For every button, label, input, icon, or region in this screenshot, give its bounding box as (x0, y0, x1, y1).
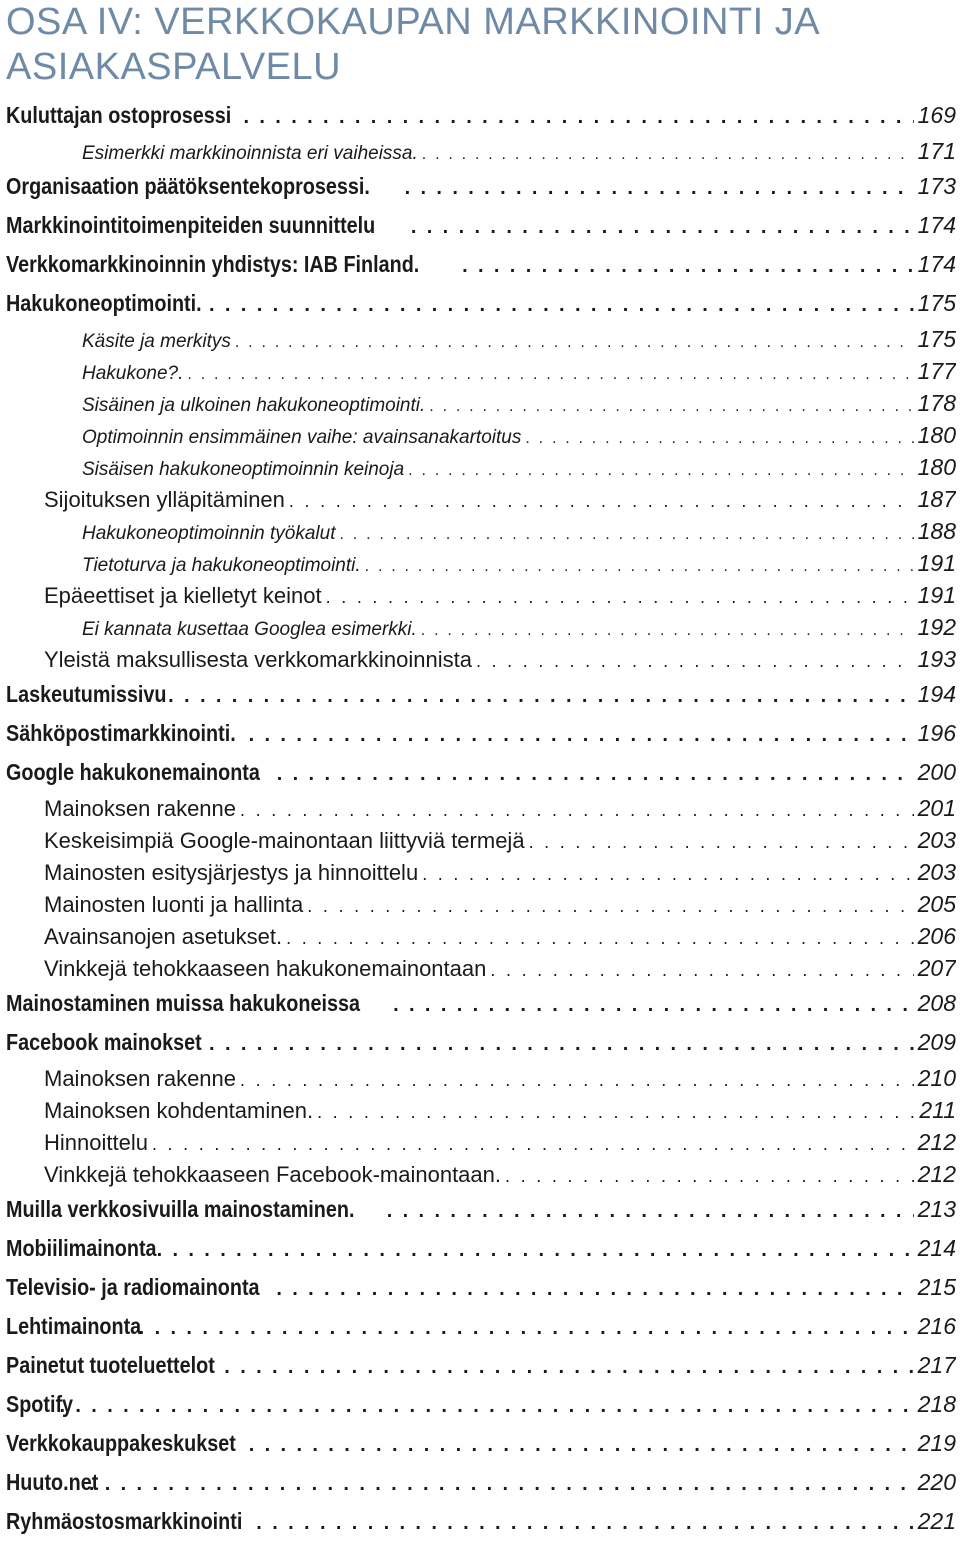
toc-entry-label: Hinnoittelu (44, 1130, 148, 1155)
dot-leader (289, 485, 914, 515)
toc-entry[interactable] (6, 792, 956, 824)
toc-entry-page-number: 174 (917, 212, 956, 238)
toc-entry[interactable] (6, 167, 956, 206)
toc-entry-label: Spotify (6, 1391, 74, 1417)
dot-leader (89, 1465, 914, 1502)
dot-leader (476, 645, 914, 675)
toc-entry[interactable] (6, 96, 956, 135)
toc-entry-label: Yleistä maksullisesta verkkomarkkinoinnista (44, 647, 472, 672)
toc-entry-page-number: 203 (917, 827, 956, 853)
toc-entry-label: Verkkokauppakeskukset (6, 1430, 236, 1456)
toc-entry[interactable] (6, 1190, 956, 1229)
toc-entry[interactable] (6, 1094, 956, 1126)
toc-entry-label: Vinkkejä tehokkaaseen Facebook-mainontaan. (44, 1162, 502, 1187)
toc-entry[interactable] (6, 1463, 956, 1502)
toc-entry-label: Painetut tuoteluettelot (6, 1352, 215, 1378)
toc-entry-page-number: 209 (917, 1029, 956, 1055)
dot-leader (209, 286, 914, 323)
toc-entry-label: Hakukoneoptimointi. (6, 290, 202, 316)
toc-entry-page-number: 215 (917, 1274, 956, 1300)
toc-entry[interactable] (6, 1229, 956, 1268)
dot-leader (307, 890, 913, 920)
toc-entry[interactable] (6, 1158, 956, 1190)
dot-leader (249, 1426, 914, 1463)
toc-entry-label: Muilla verkkosivuilla mainostaminen. (6, 1196, 355, 1222)
dot-leader (422, 858, 913, 888)
toc-entry-page-number: 180 (917, 422, 956, 448)
toc-entry-label: Optimoinnin ensimmäinen vaihe: avainsanakartoitus (82, 427, 522, 448)
toc-entry-page-number: 175 (917, 290, 956, 316)
toc-entry-page-number: 207 (917, 955, 956, 981)
toc-entry-page-number: 192 (917, 614, 956, 640)
toc-entry[interactable] (6, 952, 956, 984)
toc-entry[interactable] (6, 547, 956, 579)
toc-entry-page-number: 213 (917, 1196, 956, 1222)
dot-leader (387, 1192, 914, 1229)
dot-leader (286, 922, 914, 952)
toc-entry-label: Keskeisimpiä Google-mainontaan liittyviä termejä (44, 828, 525, 853)
toc-entry[interactable] (6, 451, 956, 483)
dot-leader (340, 519, 914, 547)
toc-entry[interactable] (6, 856, 956, 888)
dot-leader (490, 954, 913, 984)
toc-entry[interactable] (6, 355, 956, 387)
toc-entry-page-number: 196 (917, 720, 956, 746)
toc-entry-page-number: 211 (919, 1097, 956, 1123)
toc-entry[interactable] (6, 419, 956, 451)
toc-entry-page-number: 216 (917, 1313, 956, 1339)
dot-leader (152, 1128, 914, 1158)
toc-entry-page-number: 201 (917, 795, 956, 821)
toc-entry-page-number: 208 (917, 990, 956, 1016)
toc-entry-label: Kuluttajan ostoprosessi (6, 102, 232, 128)
dot-leader (326, 581, 914, 611)
toc-entry[interactable] (6, 1346, 956, 1385)
dot-leader (422, 139, 914, 167)
toc-entry-label: Hakukone?. (82, 363, 184, 384)
toc-entry-page-number: 188 (917, 518, 956, 544)
section-title: OSA IV: VERKKOKAUPAN MARKKINOINTI JA ASIAKASPALVELU (6, 1, 818, 88)
toc-entry[interactable] (6, 1023, 956, 1062)
toc-entry[interactable] (6, 206, 956, 245)
toc-entry[interactable] (6, 245, 956, 284)
toc-entry[interactable] (6, 1062, 956, 1094)
toc-entry-label: Epäeettiset ja kielletyt keinot (44, 583, 322, 608)
toc-entry[interactable] (6, 1424, 956, 1463)
toc-entry[interactable] (6, 920, 956, 952)
dot-leader (249, 716, 914, 753)
toc-entry-page-number: 169 (917, 102, 956, 128)
toc-entry[interactable] (6, 643, 956, 675)
toc-entry-label: Käsite ja merkitys (82, 331, 231, 352)
toc-entry[interactable] (6, 753, 956, 792)
toc-entry-label: Google hakukonemainonta (6, 759, 260, 785)
toc-entry-label: Organisaation päätöksentekoprosessi. (6, 173, 370, 199)
toc-entry-page-number: 205 (917, 891, 956, 917)
toc-entry-label: Sijoituksen ylläpitäminen (44, 487, 285, 512)
toc-entry[interactable] (6, 387, 956, 419)
toc-entry-label: Verkkomarkkinoinnin yhdistys: IAB Finland. (6, 251, 420, 277)
dot-leader (405, 169, 914, 206)
toc-entry-label: Mobiilimainonta (6, 1235, 157, 1261)
dot-leader (365, 551, 914, 579)
toc-entry-label: Tietoturva ja hakukoneoptimointi. (82, 555, 361, 576)
toc-entry-label: Laskeutumissivu (6, 681, 167, 707)
dot-leader (276, 1270, 913, 1307)
toc-entry[interactable] (6, 483, 956, 515)
toc-entry-page-number: 210 (917, 1065, 956, 1091)
toc-entry[interactable] (6, 611, 956, 643)
toc-entry-label: Mainosten luonti ja hallinta (44, 892, 304, 917)
toc-entry-page-number: 191 (917, 582, 956, 608)
dot-leader (224, 1348, 913, 1385)
dot-leader (421, 615, 914, 643)
dot-leader (505, 1160, 914, 1190)
toc-entry-page-number: 218 (917, 1391, 956, 1417)
toc-entry-label: Huuto.net (6, 1469, 99, 1495)
toc-entry-label: Sisäinen ja ulkoinen hakukoneoptimointi. (82, 395, 426, 416)
dot-leader (157, 1231, 914, 1268)
toc-entry-page-number: 171 (917, 138, 956, 164)
toc-entry-label: Sisäisen hakukoneoptimoinnin keinoja (82, 459, 405, 480)
toc-entry[interactable] (6, 824, 956, 856)
toc-entry-label: Ryhmäostosmarkkinointi (6, 1508, 243, 1534)
toc-entry-label: Avainsanojen asetukset. (44, 924, 283, 949)
dot-leader (256, 1504, 913, 1541)
toc-entry-label: Sähköpostimarkkinointi. (6, 720, 236, 746)
dot-leader (393, 986, 914, 1023)
toc-entry-label: Mainoksen rakenne (44, 796, 237, 821)
toc-entry-page-number: 221 (917, 1508, 956, 1534)
toc-entry-page-number: 175 (917, 326, 956, 352)
dot-leader (59, 1387, 913, 1424)
dot-leader (209, 1025, 914, 1062)
toc-entry[interactable] (6, 1268, 956, 1307)
toc-entry-page-number: 178 (917, 390, 956, 416)
dot-leader (525, 423, 913, 451)
dot-leader (529, 826, 914, 856)
dot-leader (243, 98, 913, 135)
toc-entry-label: Markkinointitoimenpiteiden suunnittelu (6, 212, 376, 238)
toc-entry[interactable] (6, 323, 956, 355)
dot-leader (240, 794, 914, 824)
toc-entry-page-number: 194 (917, 681, 956, 707)
toc-entry-page-number: 212 (917, 1161, 956, 1187)
dot-leader (235, 327, 914, 355)
toc-entry[interactable] (6, 579, 956, 611)
toc-entry-page-number: 193 (917, 646, 956, 672)
toc-entry[interactable] (6, 714, 956, 753)
toc-entry-label: Lehtimainonta (6, 1313, 142, 1339)
toc-entry-label: Mainoksen rakenne (44, 1066, 237, 1091)
toc-entry[interactable] (6, 1126, 956, 1158)
dot-leader (429, 391, 913, 419)
dot-leader (462, 247, 914, 284)
toc-entry-page-number: 219 (917, 1430, 956, 1456)
toc-entry-page-number: 191 (917, 550, 956, 576)
toc-entry-label: Esimerkki markkinoinnista eri vaiheissa. (82, 143, 418, 164)
toc-entry[interactable] (6, 675, 956, 714)
toc-entry-page-number: 220 (917, 1469, 956, 1495)
dot-leader (139, 1309, 914, 1346)
dot-leader (317, 1096, 915, 1126)
toc-entry-label: Facebook mainokset (6, 1029, 202, 1055)
toc-entry-page-number: 206 (917, 923, 956, 949)
toc-entry[interactable] (6, 1502, 956, 1541)
toc-entry-label: Mainosten esitysjärjestys ja hinnoittelu (44, 860, 419, 885)
toc-entry-label: Hakukoneoptimoinnin työkalut (82, 523, 336, 544)
toc-entry[interactable] (6, 135, 956, 167)
toc-entry[interactable] (6, 1307, 956, 1346)
toc-entry-page-number: 217 (917, 1352, 956, 1378)
dot-leader (240, 1064, 914, 1094)
toc-entry[interactable] (6, 515, 956, 547)
toc-entry[interactable] (6, 888, 956, 920)
toc-entry-page-number: 214 (917, 1235, 956, 1261)
toc-entry-label: Ei kannata kusettaa Googlea esimerkki. (82, 619, 417, 640)
toc-entry[interactable] (6, 1385, 956, 1424)
dot-leader (411, 208, 914, 245)
dot-leader (277, 755, 914, 792)
toc-entry-page-number: 203 (917, 859, 956, 885)
toc-entry-label: Mainoksen kohdentaminen. (44, 1098, 314, 1123)
toc-entry-page-number: 200 (917, 759, 956, 785)
toc-entry-page-number: 180 (917, 454, 956, 480)
dot-leader (187, 359, 913, 387)
toc-entry-page-number: 174 (917, 251, 956, 277)
toc-entry-label: Televisio- ja radiomainonta (6, 1274, 260, 1300)
toc-entry-page-number: 212 (917, 1129, 956, 1155)
dot-leader (168, 677, 913, 714)
toc-entry-label: Vinkkejä tehokkaaseen hakukonemainontaan (44, 956, 487, 981)
toc-entry-label: Mainostaminen muissa hakukoneissa (6, 990, 360, 1016)
table-of-contents (6, 96, 956, 1541)
toc-entry[interactable] (6, 984, 956, 1023)
toc-entry[interactable] (6, 284, 956, 323)
dot-leader (408, 455, 913, 483)
toc-entry-page-number: 173 (917, 173, 956, 199)
toc-entry-page-number: 187 (917, 486, 956, 512)
toc-entry-page-number: 177 (917, 358, 956, 384)
